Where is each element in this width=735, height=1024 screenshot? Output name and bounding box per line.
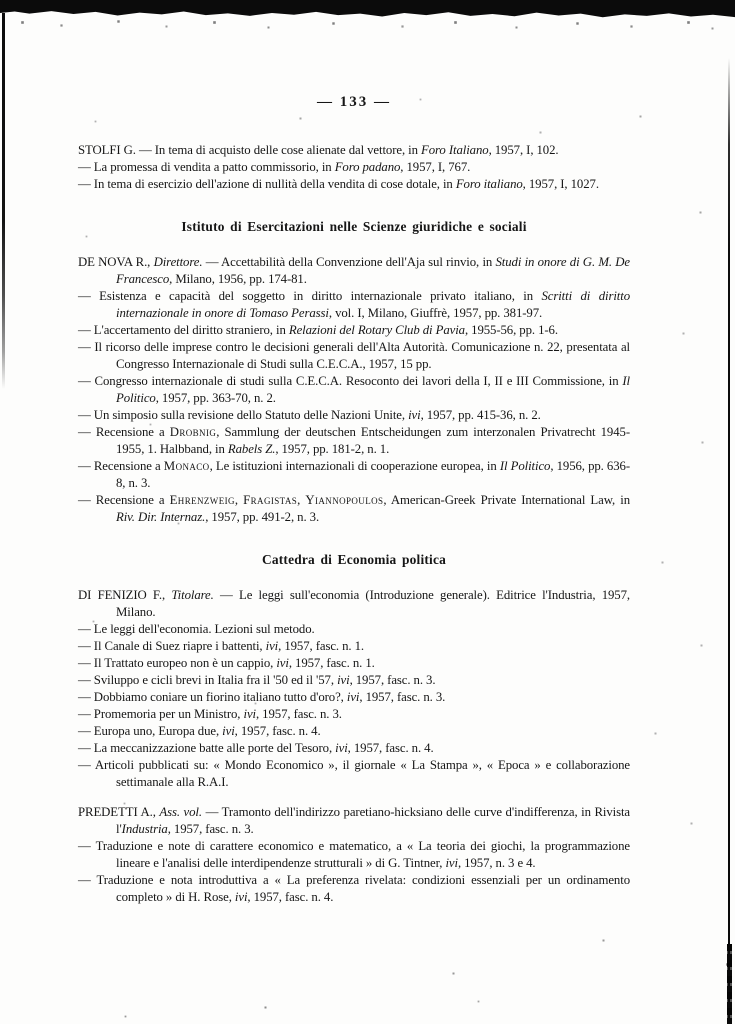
entry-text-run: — Traduzione e note di carattere economico e matematico, a « La teoria dei giochi, la programmazione lineare e l'analisi delle interdipendenze strutturali » di G. Tintner, <box>78 839 630 870</box>
entry-text-run: DI FENIZIO F., <box>78 588 172 602</box>
entry-text-run: , Milano, 1956, pp. 174-81. <box>169 272 307 286</box>
entry-text-run: ivi <box>346 690 360 704</box>
entry-text-run: , 1957, I, 767. <box>400 160 471 174</box>
bibliography-entry <box>78 254 630 288</box>
entry-text-run: ivi <box>265 639 279 653</box>
entry-text-run: , 1957, fasc. n. 3. <box>359 690 446 704</box>
entry-text-run: — Sviluppo e cicli brevi in Italia fra il '50 ed il '57, <box>78 673 338 687</box>
entry-text-run: Monaco <box>163 459 210 473</box>
bibliography-entry <box>78 723 630 740</box>
bibliography-entry <box>78 322 630 339</box>
entry-text-run: — Tramonto dell'indirizzo paretiano-hicksiano delle curve d'indifferenza, in Rivista l' <box>116 805 630 836</box>
bibliography-entry <box>78 492 630 526</box>
entry-text-run: Direttore. <box>153 255 203 269</box>
scan-speckles-artifact <box>0 0 1 1</box>
entry-text-run: , 1955-56, pp. 1-6. <box>464 323 558 337</box>
bibliography-sections <box>78 142 630 906</box>
entry-text-run: , <box>297 493 306 507</box>
entry-text-run: Il Politico <box>116 374 630 405</box>
entry-text-run: DE NOVA R., <box>78 255 154 269</box>
entry-text-run: — In tema di esercizio dell'azione di nullità della vendita di cose dotale, in <box>78 177 456 191</box>
bibliography-entry <box>78 142 630 159</box>
bibliography-entry <box>78 655 630 672</box>
bibliography-entry <box>78 638 630 655</box>
entry-text-run: ivi <box>335 741 348 755</box>
entry-text-run: Yiannopoulos <box>305 493 384 507</box>
entry-text-run: — Promemoria per un Ministro, <box>78 707 244 721</box>
entry-text-run: , 1957, fasc. n. 3. <box>349 673 436 687</box>
bibliography-entry <box>78 706 630 723</box>
entry-text-run: Fragistas <box>243 493 298 507</box>
entry-text-run: — Le leggi sull'economia (Introduzione generale). Editrice l'Industria, 1957, Milano. <box>116 588 630 619</box>
entry-text-run: — Dobbiamo coniare un fiorino italiano tutto d'oro?, <box>78 690 347 704</box>
bibliography-section <box>78 552 630 906</box>
entry-text-run: Rabels Z. <box>227 442 276 456</box>
bibliography-entry <box>78 373 630 407</box>
scan-right-edge-bottom-artifact <box>727 944 732 1024</box>
entry-text-run: , 1957, I, 102. <box>488 143 559 157</box>
entry-text-run: Foro italiano <box>455 177 523 191</box>
bibliography-entry <box>78 757 630 791</box>
bibliography-entry <box>78 159 630 176</box>
entry-text-run: — Il Canale di Suez riapre i battenti, <box>78 639 266 653</box>
entry-text-run: Ass. vol. <box>159 805 202 819</box>
bibliography-entry <box>78 587 630 621</box>
bibliography-entry <box>78 740 630 757</box>
entry-text-run: , 1957, fasc. n. 1. <box>278 639 365 653</box>
bibliography-entry <box>78 407 630 424</box>
entry-text-run: , American-Greek Private International Law, in <box>383 493 631 507</box>
entry-text-run: Foro Italiano <box>421 143 489 157</box>
entry-text-run: Il Politico <box>499 459 551 473</box>
entry-text-run: , vol. I, Milano, Giuffrè, 1957, pp. 381-97. <box>328 306 543 320</box>
page-number: — 133 — <box>317 94 391 110</box>
entry-text-run: , 1957, pp. 363-70, n. 2. <box>155 391 276 405</box>
entry-text-run: — Recensione a <box>78 425 170 439</box>
entry-text-run: — Europa uno, Europa due, <box>78 724 223 738</box>
bibliography-entry <box>78 339 630 373</box>
entry-text-run: , 1957, fasc. n. 4. <box>347 741 434 755</box>
entry-text-run: Studi in onore di G. M. De Francesco <box>116 255 630 286</box>
entry-text-run: ivi <box>276 656 289 670</box>
entry-text-run: — Recensione a <box>78 493 170 507</box>
entry-text-run: Riv. Dir. Internaz. <box>116 510 206 524</box>
entry-text-run: — Traduzione e nota introduttiva a « La preferenza rivelata: condizioni essenziali per un ordinamento completo » di H. Rose, <box>78 873 630 904</box>
entry-text-run: Scritti di diritto internazionale in onore di Tomaso Perassi <box>116 289 630 320</box>
entry-text-run: , 1957, fasc. n. 4. <box>234 724 321 738</box>
entry-text-run: ivi <box>234 890 248 904</box>
entry-text-run: , 1957, pp. 415-36, n. 2. <box>420 408 541 422</box>
entry-text-run: Drobnig <box>169 425 217 439</box>
entry-text-run: , 1957, fasc. n. 3. <box>255 707 342 721</box>
entry-text-run: Industria <box>121 822 168 836</box>
entry-text-run: , 1957, fasc. n. 1. <box>288 656 375 670</box>
entry-text-run: , Le istituzioni internazionali di cooperazione europea, in <box>209 459 500 473</box>
entry-text-run: — L'accertamento del diritto straniero, in <box>78 323 289 337</box>
entry-text-run: , 1957, fasc. n. 3. <box>167 822 254 836</box>
bibliography-entry <box>78 424 630 458</box>
entry-text-run: PREDETTI A., <box>78 805 160 819</box>
entry-text-run: Ehrenzweig <box>169 493 235 507</box>
section-heading: Cattedra di Economia politica <box>261 552 446 567</box>
entry-text-run: — Esistenza e capacità del soggetto in diritto internazionale privato italiano, in <box>78 289 542 303</box>
entry-text-run: ivi <box>408 408 421 422</box>
entry-text-run: — Il ricorso delle imprese contro le decisioni generali dell'Alta Autorità. Comunicazione n. 22, presentata al Congresso Internazionale di Studi sulla C.E.C.A., 1957, 15 pp. <box>78 340 630 371</box>
bibliography-entry <box>78 672 630 689</box>
entry-text-run: ivi <box>243 707 256 721</box>
bibliography-section <box>78 142 630 193</box>
entry-text-run: — Congresso internazionale di studi sulla C.E.C.A. Resoconto dei lavori della I, II e III Commissione, in <box>78 374 623 388</box>
entry-text-run: — La meccanizzazione batte alle porte del Tesoro, <box>78 741 336 755</box>
entry-text-run: — Il Trattato europeo non è un cappio, <box>78 656 277 670</box>
section-heading: Istituto di Esercitazioni nelle Scienze giuridiche e sociali <box>181 219 527 234</box>
bibliography-entry <box>78 458 630 492</box>
entry-text-run: ivi <box>445 856 458 870</box>
bibliography-entry <box>78 872 630 906</box>
entry-text-run: , 1957, n. 3 e 4. <box>457 856 536 870</box>
bibliography-entry <box>78 176 630 193</box>
page-content <box>78 94 630 906</box>
entry-text-run: , <box>234 493 244 507</box>
entry-text-run: , 1957, fasc. n. 4. <box>247 890 334 904</box>
scan-left-edge-artifact <box>2 13 5 389</box>
entry-text-run: , 1957, pp. 181-2, n. 1. <box>275 442 390 456</box>
entry-text-run: Titolare. <box>171 588 214 602</box>
scan-top-edge-artifact <box>0 0 735 18</box>
entry-text-run: ivi <box>337 673 350 687</box>
bibliography-entry <box>78 288 630 322</box>
bibliography-entry <box>78 689 630 706</box>
entry-text-run: , 1956, pp. 636-8, n. 3. <box>116 459 630 490</box>
entry-text-run: — Recensione a <box>78 459 164 473</box>
entry-text-run: — Accettabilità della Convenzione dell'Aja sul rinvio, in <box>202 255 496 269</box>
bibliography-section <box>78 219 630 526</box>
bibliography-entry <box>78 804 630 838</box>
entry-text-run: — Le leggi dell'economia. Lezioni sul metodo. <box>78 622 315 636</box>
entry-text-run: , Sammlung der deutschen Entscheidungen zum interzonalen Privatrecht 1945-1955, 1. Halbband, in <box>116 425 630 456</box>
entry-text-run: — La promessa di vendita a patto commissorio, in <box>78 160 335 174</box>
entry-text-run: STOLFI G. — In tema di acquisto delle cose alienate dal vettore, in <box>78 143 422 157</box>
entry-text-run: , 1957, pp. 491-2, n. 3. <box>205 510 320 524</box>
entry-text-run: ivi <box>222 724 235 738</box>
entry-text-run: Relazioni del Rotary Club di Pavia <box>288 323 465 337</box>
entry-text-run: Foro padano <box>334 160 401 174</box>
entry-text-run: — Un simposio sulla revisione dello Statuto delle Nazioni Unite, <box>78 408 409 422</box>
entry-text-run: — Articoli pubblicati su: « Mondo Economico », il giornale « La Stampa », « Epoca » e collaborazione settimanale alla R.A.I. <box>78 758 630 789</box>
bibliography-entry <box>78 621 630 638</box>
scan-right-edge-artifact <box>728 58 730 1018</box>
bibliography-entry <box>78 838 630 872</box>
entry-text-run: , 1957, I, 1027. <box>522 177 599 191</box>
